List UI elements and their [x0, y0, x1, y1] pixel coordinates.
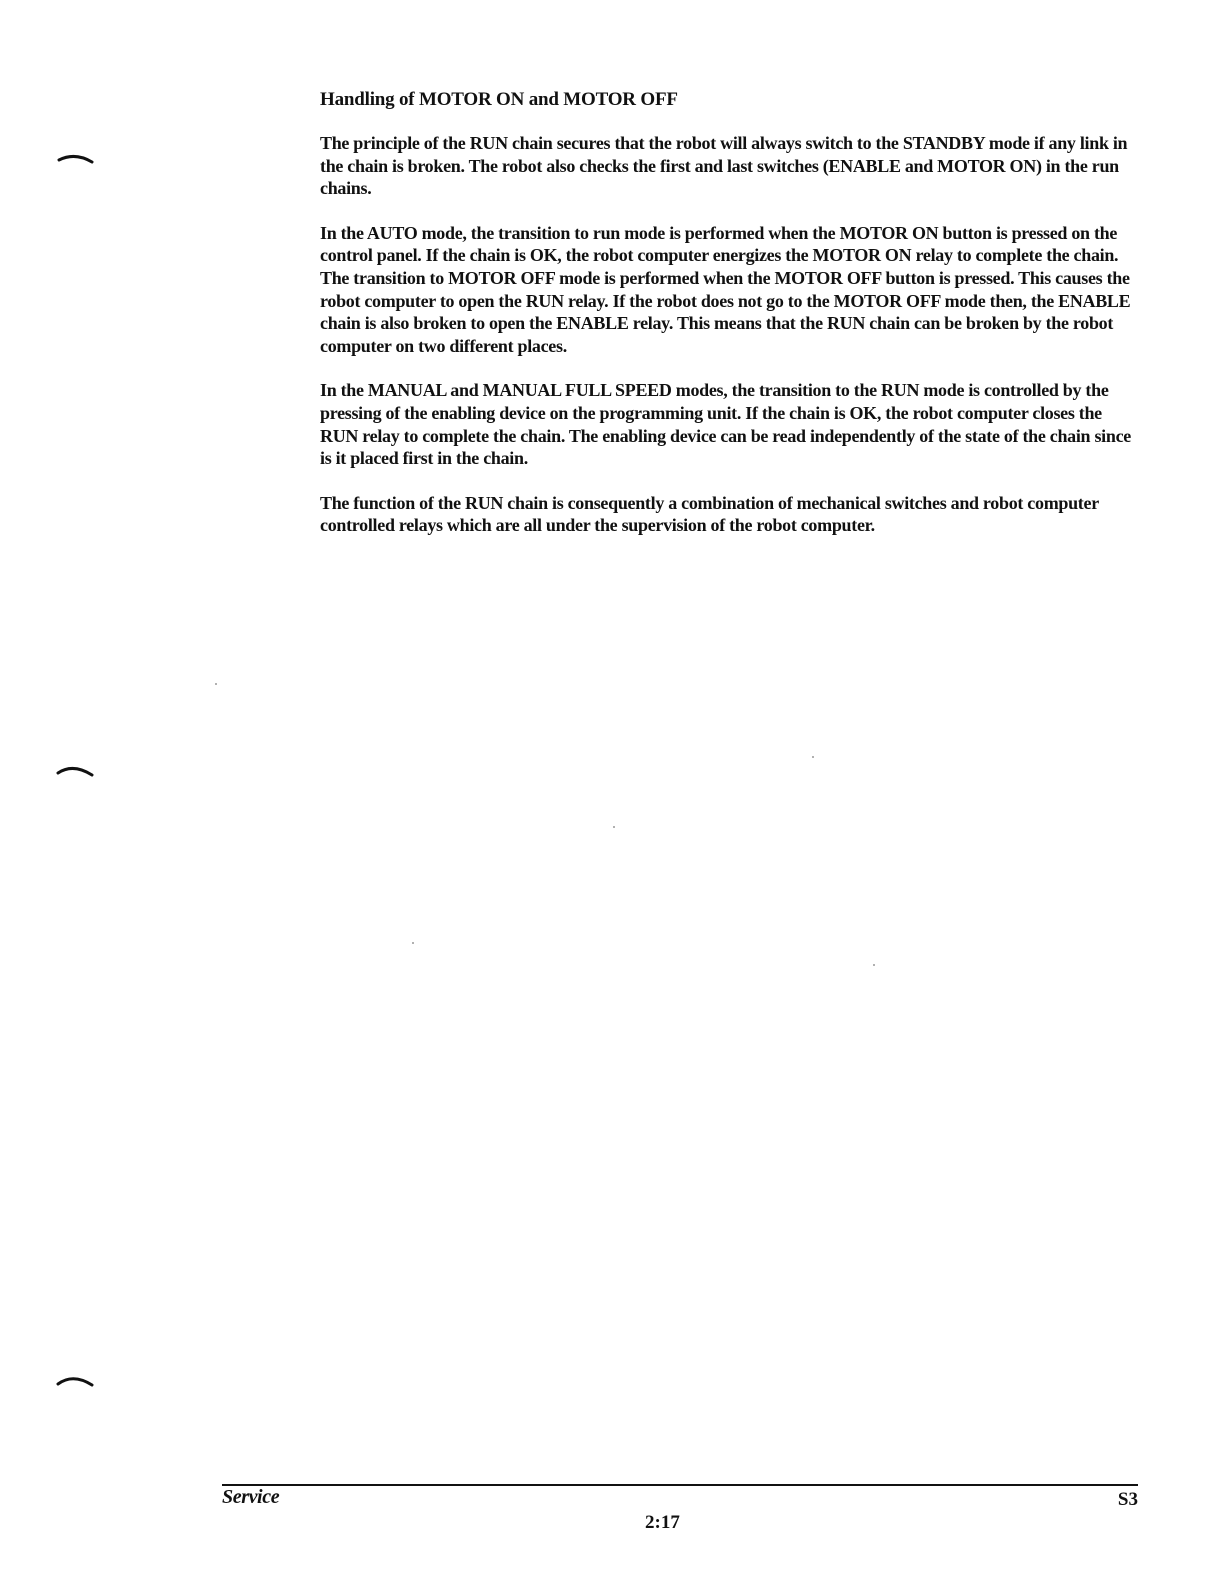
scan-speck [215, 683, 217, 685]
scan-speck [873, 964, 875, 966]
scan-speck [613, 826, 615, 828]
section-heading: Handling of MOTOR ON and MOTOR OFF [320, 89, 678, 110]
binder-hole-mark-top [55, 150, 95, 168]
scan-speck [812, 756, 814, 758]
paragraph-run-chain-principle: The principle of the RUN chain secures that the robot will always switch to the STANDBY mode if any link in the chain is broken. The robot also checks the first and last switches (ENABLE and MOTOR ON) in the run chains. [320, 133, 1128, 199]
footer-section-label: Service [222, 1486, 280, 1508]
binder-hole-mark-bottom [55, 1372, 95, 1390]
scan-speck [412, 942, 414, 944]
paragraph-run-chain-function: The function of the RUN chain is consequently a combination of mechanical switches and robot computer controlled relays which are all under the supervision of the robot computer. [320, 492, 1099, 536]
paragraph-manual-modes: In the MANUAL and MANUAL FULL SPEED modes, the transition to the RUN mode is controlled by the pressing of the enabling device on the programming unit. If the chain is OK, the robot computer closes the RUN relay to complete the chain. The enabling device can be read independently of the state of the chain since is it placed first in the chain. [320, 380, 1131, 469]
footer-document-code: S3 [1117, 1489, 1138, 1510]
paragraph-auto-mode: In the AUTO mode, the transition to run mode is performed when the MOTOR ON button is pressed on the control panel. If the chain is OK, the robot computer energizes the MOTOR ON relay to complete the chain. The transition to MOTOR OFF mode is performed when the MOTOR OFF button is pressed. This causes the robot computer to open the RUN relay. If the robot does not go to the MOTOR OFF mode then, the ENABLE chain is also broken to open the ENABLE relay. This means that the RUN chain can be broken by the robot computer on two different places. [320, 222, 1131, 356]
document-body [320, 88, 1140, 559]
footer-rule [222, 1484, 1138, 1486]
binder-hole-mark-middle [55, 762, 95, 780]
footer-page-number: 2:17 [645, 1512, 680, 1533]
